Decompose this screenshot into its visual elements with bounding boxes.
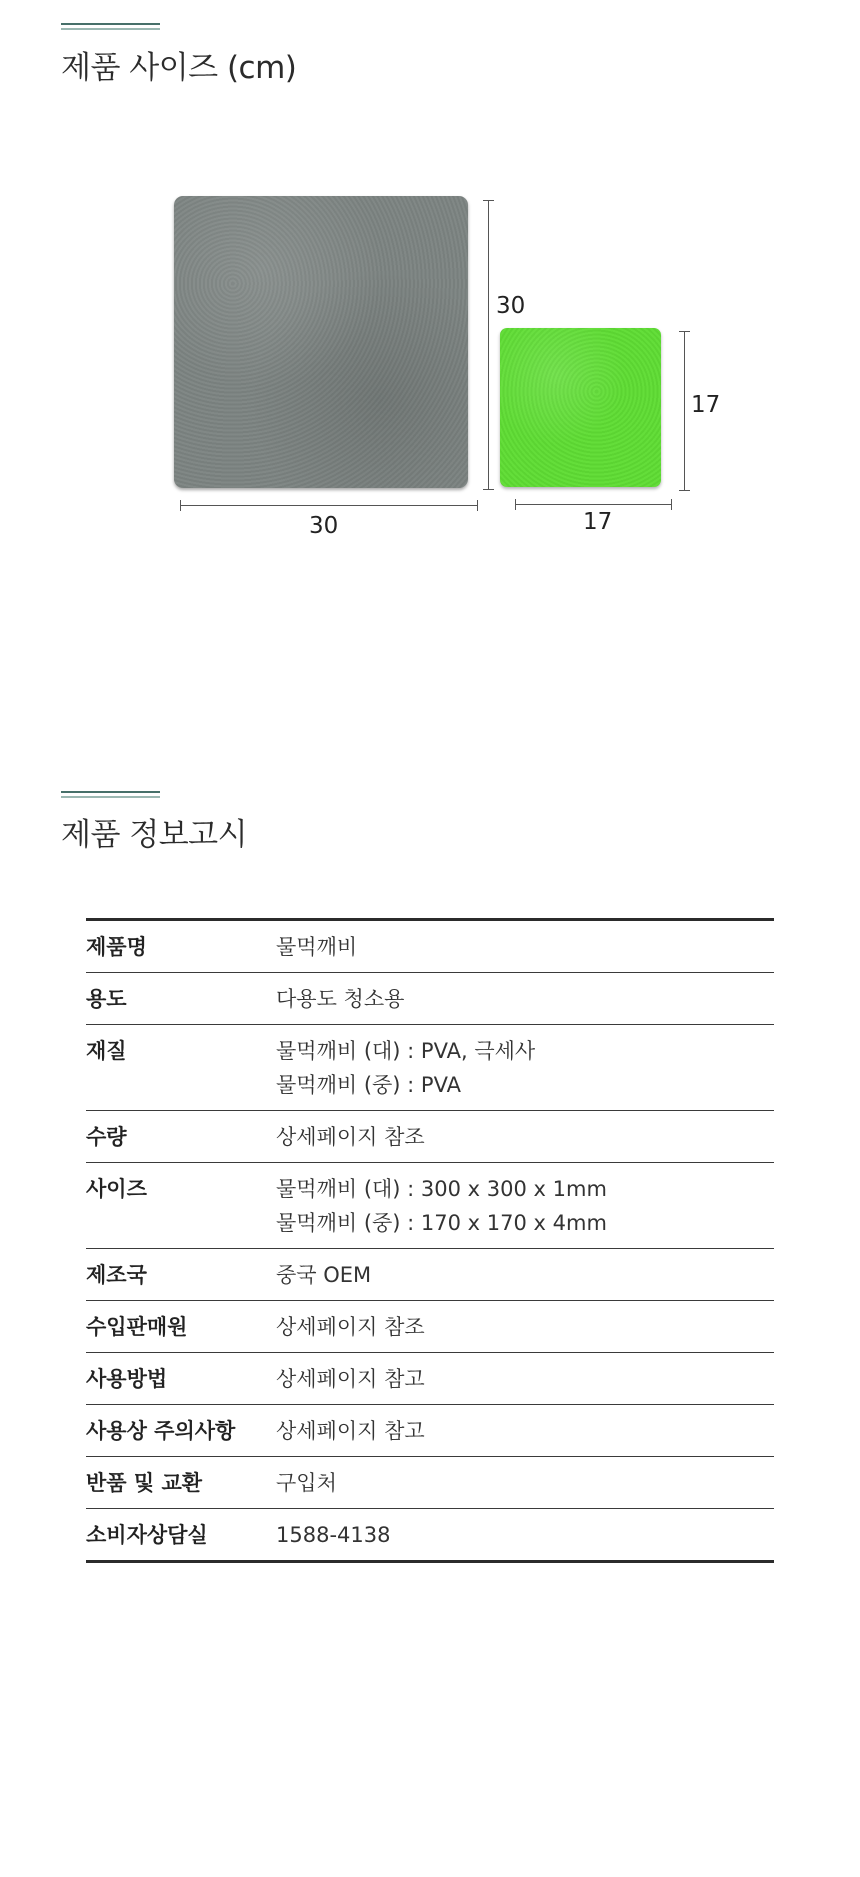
row-label: 사용방법 xyxy=(86,1367,168,1391)
row-value-line: 1588-4138 xyxy=(276,1523,391,1547)
row-value-line: 물먹깨비 xyxy=(276,935,358,959)
table-row xyxy=(86,1163,774,1249)
table-row xyxy=(86,1249,774,1301)
row-label: 수량 xyxy=(86,1125,127,1149)
row-value xyxy=(276,1163,774,1248)
row-label: 제조국 xyxy=(86,1263,147,1287)
table-row xyxy=(86,1405,774,1457)
row-value-line: 물먹깨비 (중) : 170 x 170 x 4mm xyxy=(276,1211,607,1235)
row-value xyxy=(276,1405,774,1456)
row-label: 반품 및 교환 xyxy=(86,1471,203,1495)
row-label: 용도 xyxy=(86,987,127,1011)
table-row xyxy=(86,1111,774,1163)
table-row xyxy=(86,1301,774,1353)
row-value xyxy=(276,1353,774,1404)
row-value-line: 상세페이지 참고 xyxy=(276,1419,425,1443)
medium-height-label: 17 xyxy=(691,392,721,418)
row-value-line: 물먹깨비 (대) : PVA, 극세사 xyxy=(276,1039,536,1063)
row-value-line: 상세페이지 참고 xyxy=(276,1367,425,1391)
large-height-label: 30 xyxy=(496,293,526,319)
row-value xyxy=(276,1025,774,1110)
row-label: 재질 xyxy=(86,1039,127,1063)
medium-towel-image xyxy=(500,328,661,487)
large-height-dimension-line xyxy=(488,200,489,490)
row-label: 제품명 xyxy=(86,935,147,959)
section-divider-decoration xyxy=(61,23,160,30)
info-section-title: 제품 정보고시 xyxy=(61,817,248,853)
row-label: 수입판매원 xyxy=(86,1315,188,1339)
section-divider-decoration xyxy=(61,791,160,798)
row-value xyxy=(276,1111,774,1162)
medium-width-label: 17 xyxy=(583,509,613,535)
row-value xyxy=(276,973,774,1024)
row-value-line: 상세페이지 참조 xyxy=(276,1125,425,1149)
table-row xyxy=(86,920,774,973)
row-value-line: 중국 OEM xyxy=(276,1263,372,1287)
row-label: 사이즈 xyxy=(86,1177,147,1201)
large-width-label: 30 xyxy=(309,513,339,539)
table-row xyxy=(86,1353,774,1405)
table-row xyxy=(86,973,774,1025)
row-value-line: 상세페이지 참조 xyxy=(276,1315,425,1339)
large-width-dimension-line xyxy=(180,505,478,506)
row-value-line: 물먹깨비 (대) : 300 x 300 x 1mm xyxy=(276,1177,607,1201)
row-value-line: 물먹깨비 (중) : PVA xyxy=(276,1073,461,1097)
row-value xyxy=(276,1457,774,1508)
row-value xyxy=(276,1509,774,1560)
row-value xyxy=(276,1301,774,1352)
row-value-line: 구입처 xyxy=(276,1471,337,1495)
row-label: 소비자상담실 xyxy=(86,1523,208,1547)
large-towel-image xyxy=(174,196,468,488)
medium-height-dimension-line xyxy=(684,331,685,491)
size-section-title: 제품 사이즈 (cm) xyxy=(61,50,297,86)
medium-width-dimension-line xyxy=(515,504,672,505)
table-row xyxy=(86,1025,774,1111)
row-value xyxy=(276,921,774,972)
table-row xyxy=(86,1457,774,1509)
row-label: 사용상 주의사항 xyxy=(86,1419,236,1443)
product-info-table xyxy=(86,918,774,1563)
row-value xyxy=(276,1249,774,1300)
row-value-line: 다용도 청소용 xyxy=(276,987,405,1011)
table-row xyxy=(86,1509,774,1562)
